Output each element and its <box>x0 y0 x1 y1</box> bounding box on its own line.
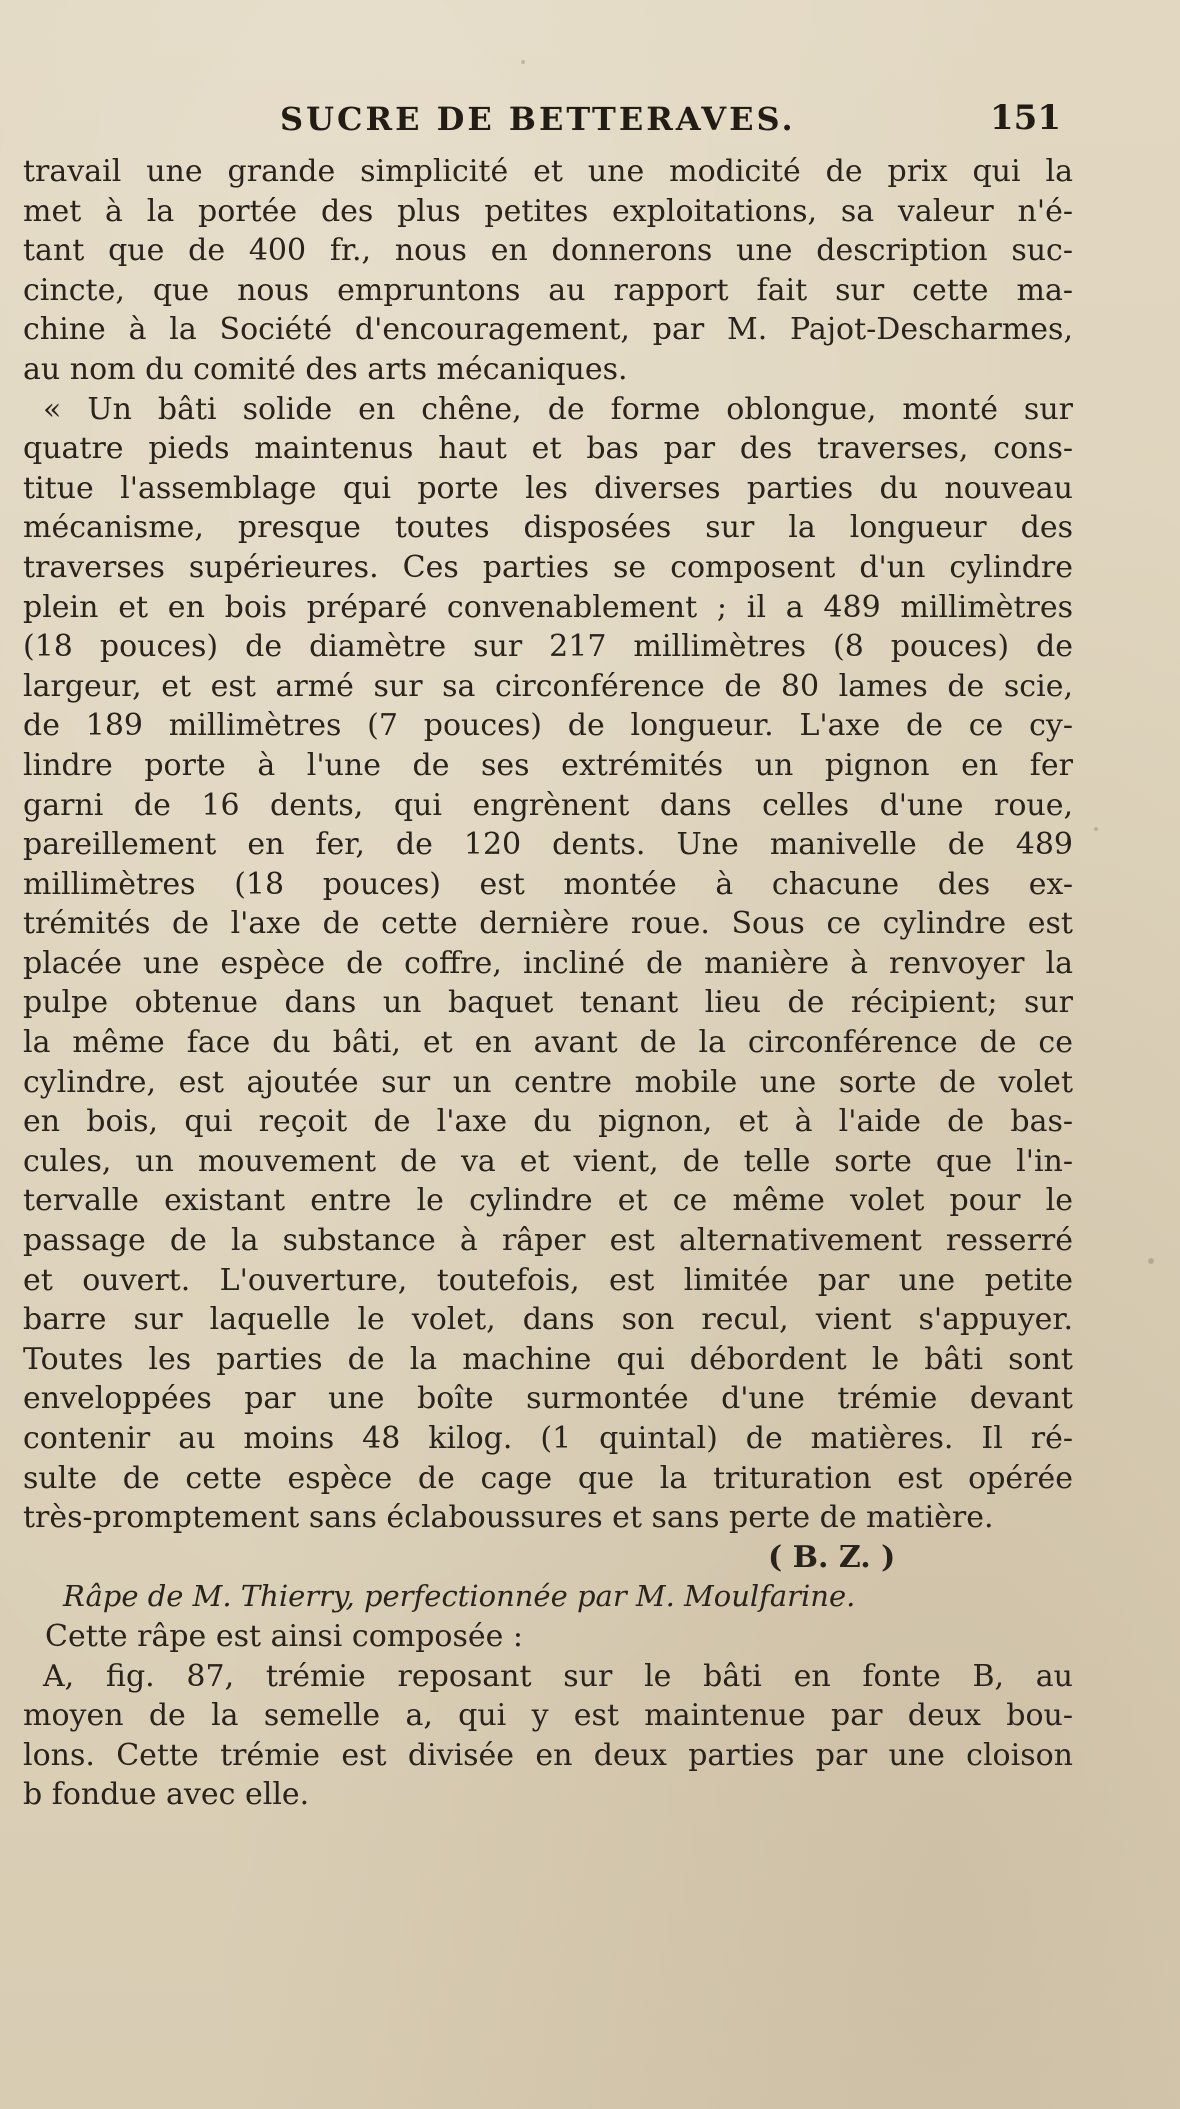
text-line: cules, un mouvement de va et vient, de telle sorte que l'in- <box>23 1143 1073 1179</box>
text-line: largeur, et est armé sur sa circonférence de 80 lames de scie, <box>23 668 1073 704</box>
text-line: plein et en bois préparé convenablement ; il a 489 millimètres <box>23 589 1073 625</box>
text-line: tant que de 400 fr., nous en donnerons une description suc- <box>23 233 1073 269</box>
text-line: au nom du comité des arts mécaniques. <box>23 351 628 387</box>
paper-spot <box>521 60 525 64</box>
text-line: enveloppées par une boîte surmontée d'une trémie devant <box>23 1381 1073 1417</box>
text-line: en bois, qui reçoit de l'axe du pignon, et à l'aide de bas- <box>23 1104 1073 1140</box>
text-line: titue l'assemblage qui porte les diverses parties du nouveau <box>23 470 1073 506</box>
text-line: lindre porte à l'une de ses extrémités un pignon en fer <box>23 747 1073 783</box>
text-line: pareillement en fer, de 120 dents. Une manivelle de 489 <box>23 827 1073 863</box>
text-line: garni de 16 dents, qui engrènent dans celles d'une roue, <box>23 787 1073 823</box>
page-number: 151 <box>990 98 1061 138</box>
text-line: la même face du bâti, et en avant de la circonférence de ce <box>23 1025 1073 1061</box>
text-line: moyen de la semelle a, qui y est maintenue par deux bou- <box>23 1698 1073 1734</box>
text-line: contenir au moins 48 kilog. (1 quintal) de matières. Il ré- <box>23 1421 1073 1456</box>
page-header <box>0 100 1180 150</box>
text-line: cincte, que nous empruntons au rapport fait sur cette ma- <box>23 272 1073 308</box>
text-line: placée une espèce de coffre, incliné de manière à renvoyer la <box>23 945 1073 981</box>
text-line: mécanisme, presque toutes disposées sur la longueur des <box>23 510 1073 546</box>
text-line: (18 pouces) de diamètre sur 217 millimètres (8 pouces) de <box>23 629 1073 665</box>
text-line: travail une grande simplicité et une modicité de prix qui la <box>23 154 1073 189</box>
running-title: SUCRE DE BETTERAVES. <box>280 100 796 138</box>
attribution: ( B. Z. ) <box>768 1539 896 1575</box>
text-line: lons. Cette trémie est divisée en deux parties par une cloison <box>23 1737 1073 1773</box>
paper-spot <box>1094 827 1098 831</box>
text-line: pulpe obtenue dans un baquet tenant lieu de récipient; sur <box>23 985 1073 1021</box>
body-text <box>23 152 1073 1815</box>
text-line: trémités de l'axe de cette dernière roue. Sous ce cylindre est <box>23 906 1073 942</box>
text-line: de 189 millimètres (7 pouces) de longueur. L'axe de ce cy- <box>23 708 1073 744</box>
text-line: millimètres (18 pouces) est montée à chacune des ex- <box>23 866 1073 902</box>
text-line: barre sur laquelle le volet, dans son recul, vient s'appuyer. <box>23 1302 1073 1338</box>
text-line: tervalle existant entre le cylindre et ce même volet pour le <box>23 1183 1073 1219</box>
text-line: chine à la Société d'encouragement, par M. Pajot-Descharmes, <box>23 312 1073 348</box>
text-line: met à la portée des plus petites exploitations, sa valeur n'é- <box>23 193 1073 229</box>
text-line: b fondue avec elle. <box>23 1777 310 1813</box>
paper-spot <box>1148 1258 1154 1264</box>
text-line: et ouvert. L'ouverture, toutefois, est limitée par une petite <box>23 1262 1073 1298</box>
text-line: sulte de cette espèce de cage que la trituration est opérée <box>23 1460 1073 1496</box>
section-subtitle: Râpe de M. Thierry, perfectionnée par M. Moulfarine. <box>63 1579 856 1614</box>
text-line: traverses supérieures. Ces parties se composent d'un cylindre <box>23 549 1073 585</box>
text-line: Toutes les parties de la machine qui débordent le bâti sont <box>23 1341 1073 1377</box>
text-line: A, fig. 87, trémie reposant sur le bâti en fonte B, au <box>43 1658 1073 1694</box>
section-intro: Cette râpe est ainsi composée : <box>45 1618 524 1654</box>
text-line: quatre pieds maintenus haut et bas par des traverses, cons- <box>23 431 1073 467</box>
text-line: passage de la substance à râper est alternativement resserré <box>23 1223 1073 1259</box>
text-line: « Un bâti solide en chêne, de forme oblongue, monté sur <box>43 391 1073 427</box>
text-line: très-promptement sans éclaboussures et sans perte de matière. <box>23 1500 994 1536</box>
text-line: cylindre, est ajoutée sur un centre mobile une sorte de volet <box>23 1064 1073 1100</box>
